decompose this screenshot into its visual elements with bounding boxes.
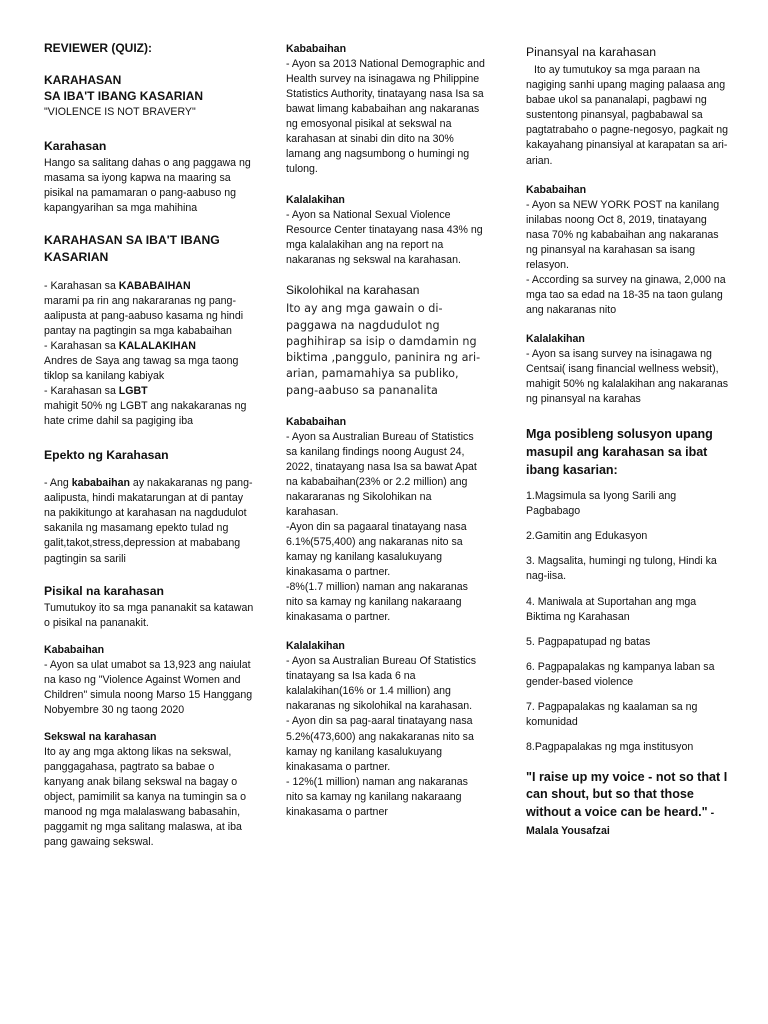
kababaihan-bullet-line (44, 279, 256, 294)
bullet-bold: KALALAKIHAN (118, 339, 196, 352)
solusyon-item: 7. Pagpapalakas ng kaalaman sa ng komunidad (526, 700, 698, 728)
sikolohikal-kalalakihan-item: - Ayon din sa pag-aaral tinatayang nasa 5.2%(473,600) ang nakakaranas nito sa kamay ng kanilang kasalukuyang kinakasama o partner. (286, 715, 474, 773)
column-right (526, 44, 732, 839)
sekswal-kalalakihan-body: - Ayon sa National Sexual Violence Resource Center tinatayang nasa 43% ng mga kalalakihan ang na report na nakaranas ng sekswal na karahasan. (286, 209, 483, 267)
doc-title-line1: KARAHASAN (44, 73, 122, 88)
quote-text: "I raise up my voice - not so that I can shout, but so that those without a voice can be heard." (526, 769, 728, 820)
pinansyal-kalalakihan-heading: Kalalakihan (526, 332, 585, 345)
pisikal-heading: Pisikal na karahasan (44, 583, 164, 598)
solusyon-item: 4. Maniwala at Suportahan ang mga Biktima ng Karahasan (526, 595, 697, 623)
reviewer-label: REVIEWER (QUIZ): (44, 41, 152, 55)
column-left (44, 40, 256, 850)
bullet-prefix: - Karahasan sa (44, 279, 119, 292)
doc-title-line2: SA IBA'T IBANG KASARIAN (44, 89, 204, 104)
column-middle (286, 42, 486, 820)
kalalakihan-bullet-body: Andres de Saya ang tawag sa mga taong tiklop sa kanilang kabiyak (44, 354, 239, 382)
pinansyal-kababaihan-item: - Ayon sa NEW YORK POST na kanilang inilabas noong Oct 8, 2019, tinatayang nasa 70% ng kababaihan ang nakaranas ng pinansyal na karahasan sa isang relasyon. (526, 198, 720, 271)
sikolohikal-kalalakihan-item: - Ayon sa Australian Bureau Of Statistics tinatayang sa Isa kada 6 na kalalakihan(16% or 1.4 million) ang nakaranas ng sikolohikal na karahasan. (286, 655, 476, 713)
solusyon-item: 2.Gamitin ang Edukasyon (526, 530, 648, 543)
pinansyal-definition: Ito ay tumutukoy sa mga paraan na nagiging sanhi upang maging palaasa ang babae ukol sa pananalapi, pagbawi ng sustentong pinansyal, pagbabawal sa pagtatrabaho o pagne-negosyo, pagkait ng kakayahang pinansiyal at karapatan sa ari-arian. (526, 64, 729, 167)
bullet-prefix: - Karahasan sa (44, 384, 119, 397)
sikolohikal-kalalakihan-heading: Kalalakihan (286, 640, 345, 653)
epekto-heading: Epekto ng Karahasan (44, 448, 169, 463)
solusyon-item: 6. Pagpapalakas ng kampanya laban sa gender-based violence (526, 660, 715, 688)
karahasan-heading: Karahasan (44, 138, 107, 153)
solusyon-heading: Mga posibleng solusyon upang masupil ang karahasan sa ibat ibang kasarian: (526, 426, 713, 478)
pisikal-kababaihan-heading: Kababaihan (44, 643, 105, 656)
lgbt-bullet-body: mahigit 50% ng LGBT ang nakakaranas ng hate crime dahil sa pagiging iba (44, 399, 247, 427)
kalalakihan-bullet-line (44, 339, 256, 354)
solusyon-item: 5. Pagpapatupad ng batas (526, 635, 651, 648)
solusyon-list (526, 489, 732, 754)
closing-quote (526, 769, 732, 840)
sekswal-kababaihan-heading: Kababaihan (286, 43, 347, 55)
epekto-body (44, 476, 256, 566)
sikolohikal-kababaihan-item: -8%(1.7 million) naman ang nakaranas nito sa kamay ng kanilang nakaraang kinakasama o partner. (286, 581, 468, 624)
bullet-bold: KABABAIHAN (118, 279, 191, 292)
pinansyal-kababaihan-heading: Kababaihan (526, 183, 587, 196)
solusyon-item: 3. Magsalita, humingi ng tulong, Hindi ka nag-iisa. (526, 555, 717, 583)
solusyon-item: 8.Pagpapalakas ng mga institusyon (526, 740, 694, 753)
quote-author: - Malala Yousafzai (526, 807, 715, 837)
solusyon-item: 1.Magsimula sa Iyong Sarili ang Pagbabago (526, 490, 677, 518)
lgbt-bullet-line (44, 384, 256, 399)
pinansyal-kalalakihan-body: - Ayon sa isang survey na isinagawa ng Centsai( isang financial wellness websit), mahigit 50% ng kalalakihan ang nakaranas ng pinansyal na karahas (526, 347, 729, 405)
pisikal-definition: Tumutukoy ito sa mga pananakit sa katawan o pisikal na pananakit. (44, 601, 254, 629)
sekswal-heading: Sekswal na karahasan (44, 731, 157, 744)
kababaihan-bullet-body: marami pa rin ang nakararanas ng pang-aalipusta at pang-aabuso kasama ng hindi pantay na pagtingin sa mga kababaihan (44, 294, 244, 337)
pinansyal-kababaihan-item: - According sa survey na ginawa, 2,000 na mga tao sa edad na 18-35 na taon gulang ang nakaranas nito (526, 273, 726, 316)
doc-slogan: "VIOLENCE IS NOT BRAVERY" (44, 105, 196, 118)
bullet-prefix: - Karahasan sa (44, 339, 119, 352)
epekto-text: ay nakakaranas ng pang-aalipusta, hindi makatarungan at di pantay na pakikitungo at karahasan na nagdudulot sakanila ng masamang epekto tulad ng galit,takot,stress,depression at mababang pagtingin sa sarili (44, 477, 253, 565)
sikolohikal-heading: Sikolohikal na karahasan (286, 283, 420, 298)
sikolohikal-definition: Ito ay ang mga gawain o di-paggawa na nagdudulot ng paghihirap sa isip o damdamin ng biktima ,panggulo, paninira ng ari-arian, pamamahiya sa publiko, pang-aabuso sa pananalita (286, 302, 481, 397)
sikolohikal-kababaihan-heading: Kababaihan (286, 415, 347, 428)
sekswal-definition: Ito ay ang mga aktong likas na sekswal, panggagahasa, pagtrato sa babae o kanyang anak bilang sekswal na bagay o object, pamimilit sa kanya na tumingin sa o manood ng mga malalaswang babasahin, paggamit ng mga salitang malaswa, at iba pang gawaing sekswal. (44, 746, 246, 849)
epekto-bold: kababaihan (71, 477, 130, 490)
pinansyal-heading: Pinansyal na karahasan (526, 45, 657, 59)
karahasan-definition: Hango sa salitang dahas o ang paggawa ng masama sa iyong kapwa na maaring sa pisikal na pamamaran o pang-aabuso ng kapangyarihan sa mga mahihina (44, 156, 251, 215)
epekto-prefix: - Ang (44, 477, 72, 490)
bullet-bold: LGBT (118, 384, 148, 397)
sekswal-kababaihan-body: - Ayon sa 2013 National Demographic and Health survey na isinagawa ng Philippine Statistics Authority, tinatayang nasa Isa sa bawat limang kababaihan ang nakaranas ng emosyonal pisikal at sekswal na karahasan at sinabi din dito na 30% lamang ang nagsumbong o humingi ng tulong. (286, 58, 485, 176)
kasarian-heading: KARAHASAN SA IBA'T IBANG KASARIAN (44, 233, 220, 265)
pisikal-kababaihan-body: - Ayon sa ulat umabot sa 13,923 ang naiulat na kaso ng "Violence Against Women and Children" simula noong Marso 15 Hanggang Nobyembre 30 ng taong 2020 (44, 658, 253, 717)
sikolohikal-kababaihan-item: - Ayon sa Australian Bureau of Statistics sa kanilang findings noong August 24, 2022, tinatayang nasa Isa sa bawat Apat na kababaihan(23% or 2.2 million) ang nakararanas ng Sikolohikan na karahasan. (286, 430, 477, 519)
sikolohikal-kalalakihan-item: - 12%(1 million) naman ang nakaranas nito sa kamay ng kanilang nakaraang kinakasama o partner (286, 775, 468, 818)
sikolohikal-kababaihan-item: -Ayon din sa pagaaral tinatayang nasa 6.1%(575,400) ang nakaranas nito sa kamay ng kanilang kasalukuyang kinakasama o partner. (286, 521, 467, 579)
sekswal-kalalakihan-heading: Kalalakihan (286, 194, 345, 207)
